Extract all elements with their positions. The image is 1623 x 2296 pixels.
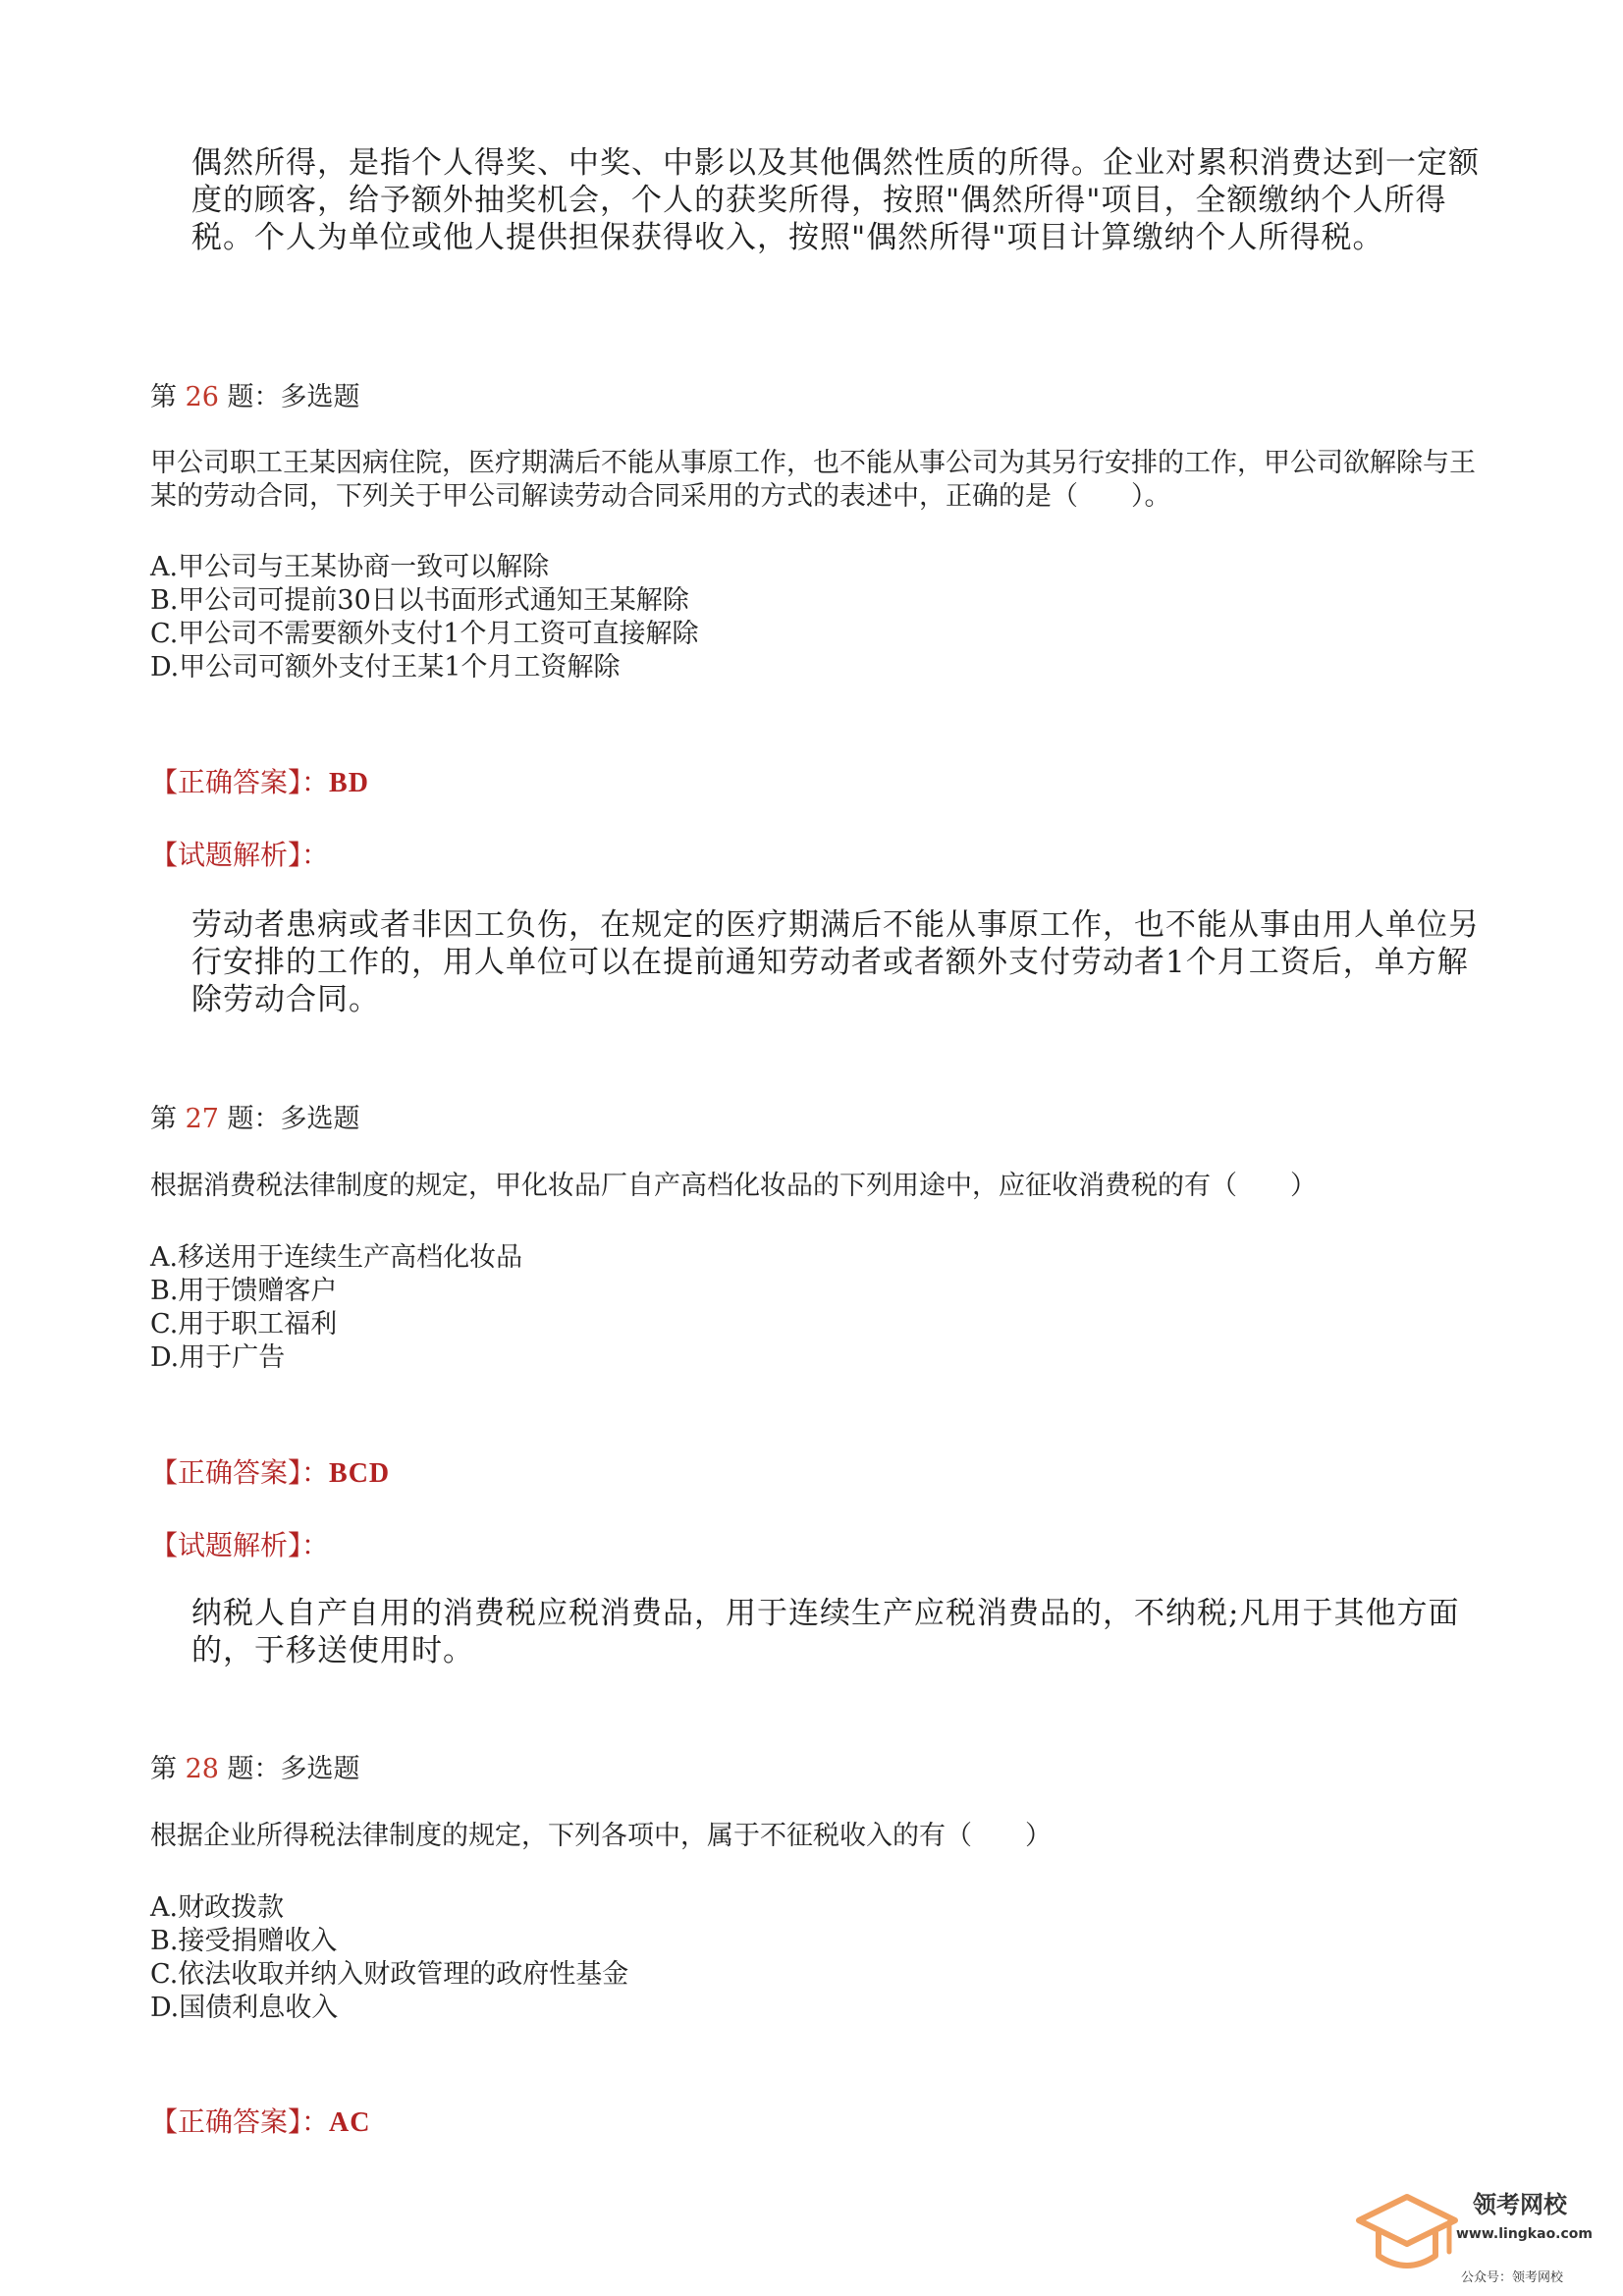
question-27-stem: 根据消费税法律制度的规定，甲化妆品厂自产高档化妆品的下列用途中，应征收消费税的有（ ）: [150, 1171, 1317, 1201]
answer-value: BD: [329, 768, 369, 798]
question-26-analysis-label: 【试题解析】：: [150, 839, 330, 871]
footer-logo: [1353, 2185, 1608, 2288]
question-28-options: [150, 1891, 628, 2025]
question-prefix: 第: [150, 1104, 177, 1134]
wechat-account: 公众号：领考网校: [1461, 2270, 1564, 2285]
question-28-answer: [150, 2101, 370, 2140]
question-27-analysis-text: 纳税人自产自用的消费税应税消费品，用于连续生产应税消费品的，不纳税;凡用于其他方面的，于移送使用时。: [191, 1596, 1460, 1668]
question-26-header: [150, 375, 360, 413]
question-type: 题：多选题: [227, 1754, 360, 1784]
question-27-options: [150, 1241, 522, 1375]
intro-explanation: 偶然所得，是指个人得奖、中奖、中影以及其他偶然性质的所得。企业对累积消费达到一定额度的顾客，给予额外抽奖机会，个人的获奖所得，按照"偶然所得"项目，全额缴纳个人所得税。个人为单位或他人提供担保获得收入，按照"偶然所得"项目计算缴纳个人所得税。: [191, 145, 1480, 255]
question-type: 题：多选题: [227, 1104, 360, 1134]
option-d: D.甲公司可额外支付王某1个月工资解除: [150, 652, 621, 683]
answer-label: 【正确答案】：: [150, 2105, 330, 2138]
option-c: C.用于职工福利: [150, 1309, 338, 1339]
question-type: 题：多选题: [227, 382, 360, 412]
option-b: B.甲公司可提前30日以书面形式通知王某解除: [150, 585, 689, 616]
option-d: D.用于广告: [150, 1342, 286, 1373]
question-26-options: [150, 551, 698, 684]
question-26-answer: [150, 761, 369, 800]
question-28-stem: 根据企业所得税法律制度的规定，下列各项中，属于不征税收入的有（ ）: [150, 1821, 1052, 1851]
option-c: C.依法收取并纳入财政管理的政府性基金: [150, 1959, 629, 1990]
question-27-analysis-label: 【试题解析】：: [150, 1529, 330, 1561]
graduation-cap-icon: [1353, 2189, 1461, 2279]
brand-name: 领考网校: [1473, 2191, 1567, 2218]
option-c: C.甲公司不需要额外支付1个月工资可直接解除: [150, 619, 699, 649]
question-prefix: 第: [150, 1754, 177, 1784]
answer-label: 【正确答案】：: [150, 766, 330, 798]
answer-value: BCD: [329, 1458, 391, 1489]
answer-value: AC: [329, 2107, 371, 2138]
brand-url: www.lingkao.com: [1456, 2226, 1594, 2242]
question-number: 28: [185, 1754, 219, 1784]
question-number: 27: [185, 1104, 219, 1134]
option-a: A.财政拨款: [150, 1892, 285, 1923]
question-26-analysis-text: 劳动者患病或者非因工负伤，在规定的医疗期满后不能从事原工作，也不能从事由用人单位另行安排的工作的，用人单位可以在提前通知劳动者或者额外支付劳动者1个月工资后，单方解除劳动合同。: [191, 907, 1480, 1017]
option-a: A.甲公司与王某协商一致可以解除: [150, 552, 550, 582]
answer-label: 【正确答案】：: [150, 1456, 330, 1489]
question-prefix: 第: [150, 382, 177, 412]
question-27-answer: [150, 1451, 390, 1491]
question-number: 26: [185, 382, 219, 412]
option-b: B.用于馈赠客户: [150, 1276, 338, 1306]
option-d: D.国债利息收入: [150, 1993, 339, 2023]
option-a: A.移送用于连续生产高档化妆品: [150, 1242, 523, 1273]
option-b: B.接受捐赠收入: [150, 1926, 338, 1956]
question-28-header: [150, 1747, 360, 1785]
question-27-header: [150, 1097, 360, 1135]
question-26-stem: 甲公司职工王某因病住院，医疗期满后不能从事原工作，也不能从事公司为其另行安排的工作，甲公司欲解除与王某的劳动合同，下列关于甲公司解读劳动合同采用的方式的表述中，正确的是（ ）。: [150, 448, 1476, 512]
